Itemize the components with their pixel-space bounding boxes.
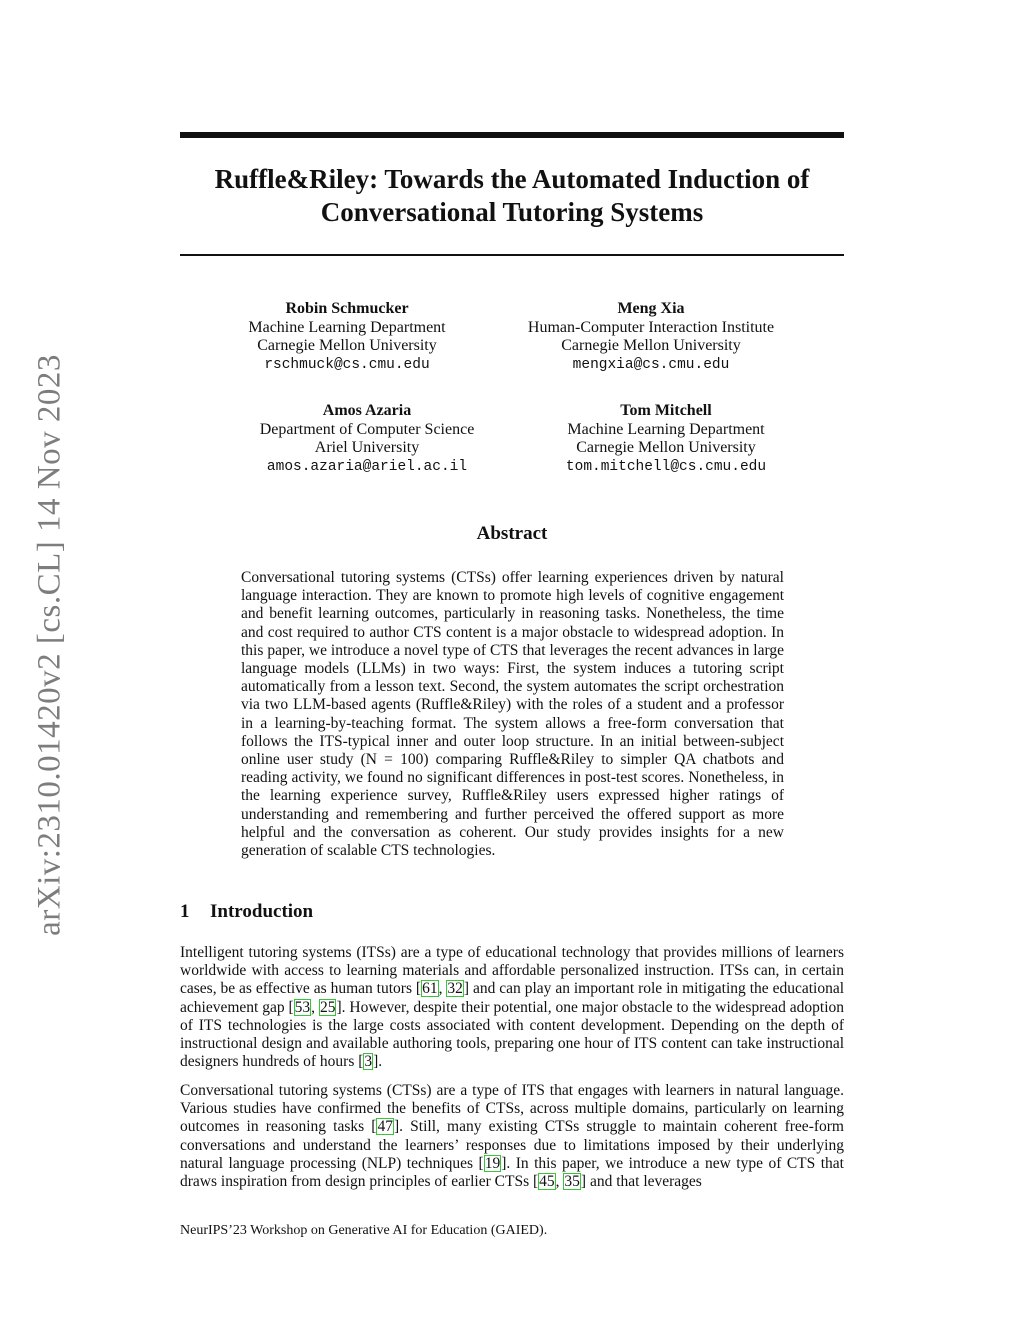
author-department: Department of Computer Science: [259, 420, 475, 438]
author-name: Tom Mitchell: [620, 402, 712, 419]
paragraph-text: ]. Still, many existing CTSs struggle to maintain coherent free-form conversations and understand the learners’ responses due to limitations imposed by their underlying natural language processing (NLP) techniques [: [180, 1118, 844, 1172]
citation-link[interactable]: 32: [447, 980, 463, 998]
arxiv-side-stamp: arXiv:2310.01420v2 [cs.CL] 14 Nov 2023: [31, 354, 68, 936]
abstract-heading: Abstract: [476, 523, 548, 544]
author-block: [506, 300, 796, 374]
paragraph-text: ,: [311, 998, 319, 1016]
author-department: Machine Learning Department: [248, 318, 446, 336]
author-block: [536, 402, 796, 476]
paragraph-text: ]. However, despite their potential, one major obstacle to the widespread adoption of ITS technologies is the large costs associated with content development. Depending on the depth of instructional design and available authoring tools, preparing one hour of ITS content can take instructional designers hundreds of hours [: [180, 998, 845, 1071]
title-line-2: Conversational Tutoring Systems: [320, 197, 704, 227]
intro-paragraph-1: [180, 944, 844, 1071]
paper-title: [180, 163, 844, 229]
citation-link[interactable]: 25: [319, 998, 336, 1016]
author-name: Meng Xia: [617, 300, 685, 317]
venue-footnote: NeurIPS’23 Workshop on Generative AI for Education (GAIED).: [180, 1223, 548, 1238]
author-email[interactable]: tom.mitchell@cs.cmu.edu: [565, 458, 767, 475]
author-block: [216, 300, 478, 374]
paragraph-text: ,: [438, 980, 447, 998]
author-department: Machine Learning Department: [567, 420, 765, 438]
citation-link[interactable]: 61: [422, 980, 438, 998]
citation-link[interactable]: 45: [539, 1173, 555, 1191]
paragraph-text: ].: [373, 1053, 383, 1071]
citation-link[interactable]: 53: [294, 998, 311, 1016]
author-email[interactable]: rschmuck@cs.cmu.edu: [264, 356, 430, 373]
title-rule-bottom: [180, 254, 844, 256]
abstract-body: Conversational tutoring systems (CTSs) offer learning experiences driven by natural language interaction. They are known to promote high levels of cognitive engagement and benefit learning outcomes, particularly in reasoning tasks. Nonetheless, the time and cost required to author CTS content is a major obstacle to widespread adoption. In this paper, we introduce a novel type of CTS that leverages the recent advances in large language models (LLMs) in two ways: First, the system induces a tutoring script automatically from a lesson text. Second, the system automates the script orchestration via two LLM-based agents (Ruffle&Riley) with the roles of a student and a professor in a learning-by-teaching format. The system allows a free-form conversation that follows the ITS-typical inner and outer loop structure. In an initial between-subject online user study (N = 100) comparing Ruffle&Riley to simpler QA chatbots and reading activity, we found no significant differences in post-test scores. Nonetheless, in the learning experience survey, Ruffle&Riley users expressed higher ratings of understanding and remembering and further perceived the offered support as more helpful and the conversation as coherent. Our study provides insights for a new generation of scalable CTS technologies.: [241, 569, 784, 860]
citation-link[interactable]: 19: [484, 1154, 501, 1172]
paragraph-text: ]. In this paper, we introduce a new type of CTS that draws inspiration from design principles of earlier CTSs [: [180, 1154, 844, 1191]
paragraph-text: ] and that leverages: [580, 1173, 702, 1191]
intro-paragraph-2: [180, 1082, 844, 1191]
citation-link[interactable]: 47: [377, 1118, 393, 1136]
title-rule-top: [180, 132, 844, 138]
author-affiliation: Carnegie Mellon University: [576, 439, 756, 456]
author-affiliation: Carnegie Mellon University: [561, 337, 741, 354]
citation-link[interactable]: 35: [564, 1173, 580, 1191]
paragraph-text: ,: [555, 1173, 564, 1191]
paragraph-text: Conversational tutoring systems (CTSs) are a type of ITS that engages with learners in natural language. Various studies have confirmed the benefits of CTSs, across multiple domains, particularly on learning outcomes in reasoning tasks [: [180, 1082, 844, 1136]
citation-link[interactable]: 3: [364, 1053, 373, 1071]
section-number: 1: [180, 901, 190, 922]
section-title: Introduction: [210, 901, 314, 922]
author-email[interactable]: mengxia@cs.cmu.edu: [572, 356, 730, 373]
paragraph-text: ] and can play an important role in mitigating the educational achievement gap [: [180, 980, 845, 1016]
author-name: Amos Azaria: [322, 402, 412, 419]
title-line-1: Ruffle&Riley: Towards the Automated Induction of: [214, 164, 810, 194]
author-block: [216, 402, 518, 476]
author-department: Human-Computer Interaction Institute: [527, 318, 775, 336]
paragraph-text: Intelligent tutoring systems (ITSs) are a type of educational technology that provides millions of learners worldwide with access to learning materials and affordable personalized instruction. ITSs can, in certain cases, be as effective as human tutors [: [180, 944, 844, 998]
section-heading: [180, 901, 313, 923]
author-affiliation: Carnegie Mellon University: [257, 337, 437, 354]
author-affiliation: Ariel University: [314, 439, 420, 456]
author-email[interactable]: amos.azaria@ariel.ac.il: [266, 458, 468, 475]
author-name: Robin Schmucker: [285, 300, 409, 317]
